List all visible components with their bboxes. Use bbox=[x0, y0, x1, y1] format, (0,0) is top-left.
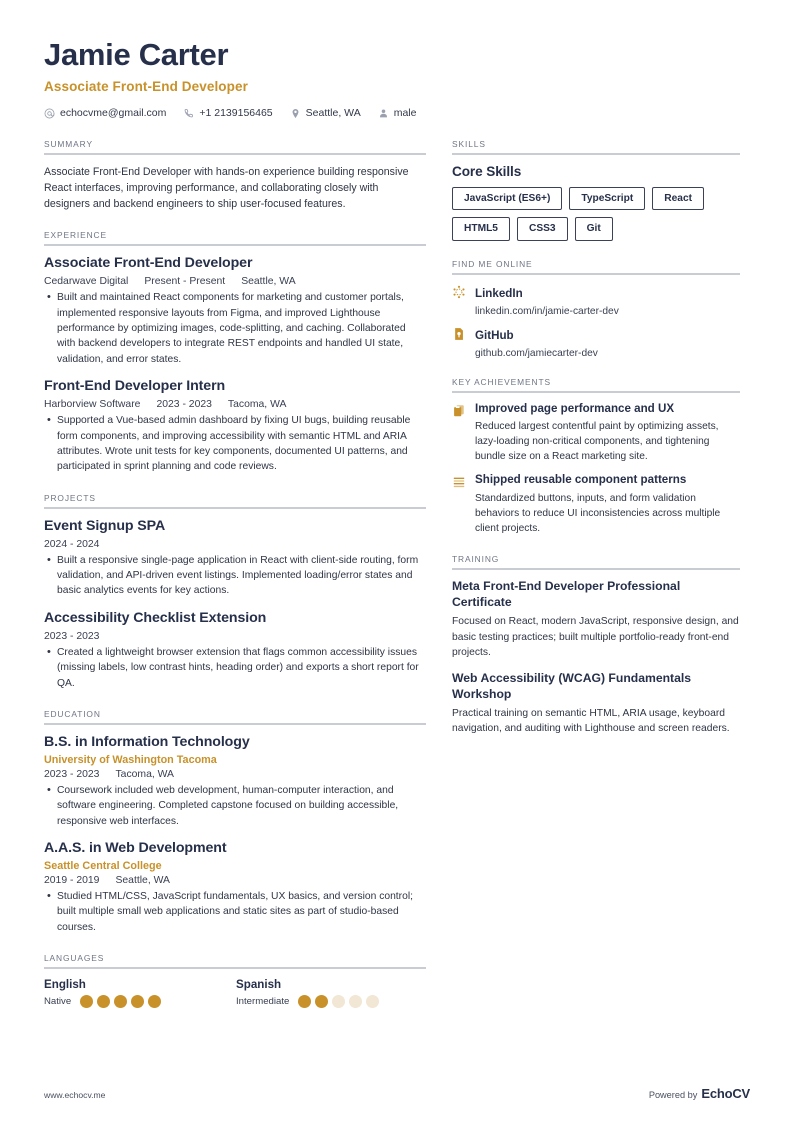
section-rule bbox=[452, 568, 740, 570]
online-profile-url: linkedin.com/in/jamie-carter-dev bbox=[475, 305, 619, 317]
rating-dot bbox=[97, 995, 110, 1008]
language-dots bbox=[298, 995, 379, 1008]
section-label-summary: SUMMARY bbox=[44, 139, 93, 150]
candidate-job-title: Associate Front-End Developer bbox=[44, 79, 248, 95]
language-name: English bbox=[44, 978, 86, 992]
project-entry bbox=[44, 518, 426, 599]
contact-phone-value: +1 2139156465 bbox=[199, 107, 273, 120]
footer-brand-block bbox=[649, 1086, 750, 1101]
experience-title: Associate Front-End Developer bbox=[44, 255, 253, 272]
training-desc: Practical training on semantic HTML, ARIA usage, keyboard navigation, and auditing with Lighthouse and screen readers. bbox=[452, 708, 730, 735]
education-meta bbox=[44, 769, 426, 780]
project-dates: 2023 - 2023 bbox=[44, 630, 100, 642]
contact-gender bbox=[378, 107, 417, 119]
section-rule bbox=[44, 153, 426, 155]
education-entry bbox=[44, 734, 426, 829]
experience-dates: 2023 - 2023 bbox=[156, 399, 212, 411]
section-education bbox=[44, 709, 426, 935]
achievement-desc: Reduced largest contentful paint by optimizing assets, lazy-loading non-critical components, and tightening bundle size on a React marketing site. bbox=[475, 421, 719, 463]
skill-chip: React bbox=[652, 187, 704, 210]
language-level: Intermediate bbox=[236, 996, 290, 1008]
section-label-find-me-online: FIND ME ONLINE bbox=[452, 258, 533, 269]
achievement-desc: Standardized buttons, inputs, and form validation behaviors to reduce UI inconsistencies across multiple client projects. bbox=[475, 492, 721, 534]
section-label-languages: LANGUAGES bbox=[44, 953, 105, 964]
section-training bbox=[452, 554, 740, 737]
section-label-experience: EXPERIENCE bbox=[44, 230, 107, 241]
skill-chip: Git bbox=[575, 217, 613, 240]
candidate-name: Jamie Carter bbox=[44, 37, 229, 72]
achievement-item bbox=[452, 402, 740, 465]
experience-location: Seattle, WA bbox=[241, 276, 296, 288]
rating-dot bbox=[131, 995, 144, 1008]
project-title: Event Signup SPA bbox=[44, 517, 166, 534]
location-pin-icon bbox=[290, 108, 301, 119]
contact-email[interactable] bbox=[44, 107, 166, 119]
online-profile-text bbox=[475, 326, 740, 359]
phone-icon bbox=[183, 108, 194, 119]
section-key-achievements bbox=[452, 377, 740, 537]
person-icon bbox=[378, 108, 389, 119]
bullet-item: • Studied HTML/CSS, JavaScript fundamentals, UX basics, and version control; built multiple small web applications and static sites as part of studio-based courses. bbox=[57, 889, 426, 935]
section-summary bbox=[44, 139, 426, 212]
rating-dot bbox=[366, 995, 379, 1008]
linkedin-icon bbox=[452, 285, 466, 299]
section-find-me-online bbox=[452, 259, 740, 359]
email-icon bbox=[44, 108, 55, 119]
section-rule bbox=[44, 507, 426, 509]
language-level: Native bbox=[44, 996, 72, 1008]
section-rule bbox=[452, 273, 740, 275]
online-profile-text bbox=[475, 284, 740, 317]
bullet-item: • Supported a Vue-based admin dashboard by fixing UI bugs, building reusable form components, and improving accessibility with semantic HTML and ARIA attributes. Wrote unit tests for key components, documented UI patterns, and participated in sprint planning and code reviews. bbox=[57, 413, 426, 475]
resume-body bbox=[0, 119, 794, 1026]
experience-org: Cedarwave Digital bbox=[44, 276, 129, 288]
education-entry bbox=[44, 840, 426, 935]
section-languages bbox=[44, 953, 426, 1008]
language-rating-row bbox=[236, 995, 428, 1008]
section-rule bbox=[452, 153, 740, 155]
rating-dot bbox=[332, 995, 345, 1008]
achievement-title: Shipped reusable component patterns bbox=[475, 473, 687, 487]
section-skills bbox=[452, 139, 740, 240]
training-item bbox=[452, 579, 740, 660]
education-meta bbox=[44, 875, 426, 886]
experience-bullets bbox=[44, 413, 426, 475]
project-title: Accessibility Checklist Extension bbox=[44, 609, 267, 626]
experience-title: Front-End Developer Intern bbox=[44, 378, 226, 395]
experience-org: Harborview Software bbox=[44, 399, 141, 411]
experience-location: Tacoma, WA bbox=[227, 399, 287, 411]
contact-phone[interactable] bbox=[183, 107, 272, 119]
right-column bbox=[452, 139, 740, 755]
section-rule bbox=[44, 723, 426, 725]
achievement-title: Improved page performance and UX bbox=[475, 401, 675, 415]
section-label-projects: PROJECTS bbox=[44, 492, 96, 503]
education-location: Tacoma, WA bbox=[115, 768, 174, 780]
training-title: Web Accessibility (WCAG) Fundamentals Workshop bbox=[452, 670, 692, 701]
contact-location-value: Seattle, WA bbox=[305, 107, 361, 120]
experience-dates: Present - Present bbox=[144, 276, 226, 288]
language-dots bbox=[80, 995, 161, 1008]
project-entry bbox=[44, 610, 426, 691]
section-projects bbox=[44, 493, 426, 691]
experience-meta bbox=[44, 276, 426, 287]
online-profile-label: LinkedIn bbox=[475, 286, 523, 300]
training-item bbox=[452, 671, 740, 737]
online-profile-github[interactable] bbox=[452, 326, 740, 359]
language-item bbox=[236, 978, 428, 1008]
project-meta bbox=[44, 539, 426, 550]
project-bullets bbox=[44, 553, 426, 599]
languages-grid bbox=[44, 978, 426, 1008]
section-experience bbox=[44, 230, 426, 474]
experience-entry bbox=[44, 255, 426, 367]
section-label-training: TRAINING bbox=[452, 554, 500, 565]
section-rule bbox=[44, 244, 426, 246]
skill-chip: TypeScript bbox=[569, 187, 645, 210]
column-divider bbox=[426, 139, 452, 1026]
bullet-item: • Built a responsive single-page application in React with client-side routing, form validation, and API-driven event listings. Implemented loading/error states and basic analytics events for key actions. bbox=[57, 553, 426, 599]
online-profile-url: github.com/jamiecarter-dev bbox=[475, 347, 598, 359]
rating-dot bbox=[349, 995, 362, 1008]
github-icon bbox=[452, 327, 466, 341]
experience-entry bbox=[44, 378, 426, 475]
education-dates: 2023 - 2023 bbox=[44, 768, 100, 780]
bullet-item: • Created a lightweight browser extension that flags common accessibility issues (missing labels, low contrast hints, heading order) and exports a short report for QA. bbox=[57, 645, 426, 691]
contact-location bbox=[290, 107, 361, 119]
language-item bbox=[44, 978, 236, 1008]
section-label-skills: SKILLS bbox=[452, 139, 486, 150]
list-lines-icon bbox=[452, 475, 466, 489]
training-title: Meta Front-End Developer Professional Certificate bbox=[452, 579, 681, 609]
education-bullets bbox=[44, 783, 426, 829]
achievement-text bbox=[475, 473, 740, 536]
rating-dot bbox=[148, 995, 161, 1008]
footer-site-url[interactable]: www.echocv.me bbox=[44, 1090, 106, 1100]
experience-meta bbox=[44, 399, 426, 410]
education-school: Seattle Central College bbox=[44, 859, 162, 872]
rating-dot bbox=[298, 995, 311, 1008]
section-rule bbox=[452, 391, 740, 393]
resume-footer bbox=[44, 1086, 750, 1101]
experience-bullets bbox=[44, 290, 426, 367]
left-column bbox=[44, 139, 426, 1026]
skill-chip-list bbox=[452, 187, 740, 240]
online-profile-linkedin[interactable] bbox=[452, 284, 740, 317]
rating-dot bbox=[80, 995, 93, 1008]
project-dates: 2024 - 2024 bbox=[44, 538, 100, 550]
section-label-education: EDUCATION bbox=[44, 708, 101, 719]
resume-header bbox=[0, 0, 794, 119]
footer-brand-name: EchoCV bbox=[701, 1086, 750, 1101]
footer-powered-by-label: Powered by bbox=[648, 1090, 698, 1100]
project-bullets bbox=[44, 645, 426, 691]
contact-gender-value: male bbox=[393, 107, 417, 120]
summary-text: Associate Front-End Developer with hands-on experience building responsive React interfaces, improving performance, and collaborating closely with designers and backend engineers to ship user-focused features. bbox=[44, 166, 409, 211]
skill-chip: JavaScript (ES6+) bbox=[452, 187, 562, 210]
education-dates: 2019 - 2019 bbox=[44, 874, 100, 886]
clipboard-icon bbox=[452, 404, 466, 418]
bullet-item: • Coursework included web development, human-computer interaction, and software engineering. Completed capstone focused on building accessible, responsive web interfaces. bbox=[57, 783, 426, 829]
education-degree: A.A.S. in Web Development bbox=[44, 840, 227, 856]
skill-chip: HTML5 bbox=[452, 217, 510, 240]
training-desc: Focused on React, modern JavaScript, responsive design, and basic testing practices; built multiple portfolio-ready front-end projects. bbox=[452, 616, 739, 658]
education-bullets bbox=[44, 889, 426, 935]
contact-email-value: echocvme@gmail.com bbox=[60, 107, 167, 120]
language-name: Spanish bbox=[236, 978, 282, 992]
section-label-key-achievements: KEY ACHIEVEMENTS bbox=[452, 376, 551, 387]
education-school: University of Washington Tacoma bbox=[44, 753, 217, 766]
language-rating-row bbox=[44, 995, 236, 1008]
achievement-text bbox=[475, 402, 740, 465]
section-rule bbox=[44, 967, 426, 969]
skills-group-title: Core Skills bbox=[452, 164, 522, 180]
rating-dot bbox=[315, 995, 328, 1008]
bullet-item: • Built and maintained React components for marketing and customer portals, implemented responsive layouts from Figma, and improved Lighthouse performance by optimizing images, code-splitting, and caching. Collaborated with backend developers to integrate REST endpoints and handled UI state, validation, and error states. bbox=[57, 290, 426, 367]
education-location: Seattle, WA bbox=[115, 874, 170, 886]
project-meta bbox=[44, 631, 426, 642]
achievement-item bbox=[452, 473, 740, 536]
rating-dot bbox=[114, 995, 127, 1008]
skill-chip: CSS3 bbox=[517, 217, 568, 240]
contact-row bbox=[44, 107, 750, 119]
online-profile-label: GitHub bbox=[475, 328, 514, 342]
education-degree: B.S. in Information Technology bbox=[44, 733, 250, 750]
